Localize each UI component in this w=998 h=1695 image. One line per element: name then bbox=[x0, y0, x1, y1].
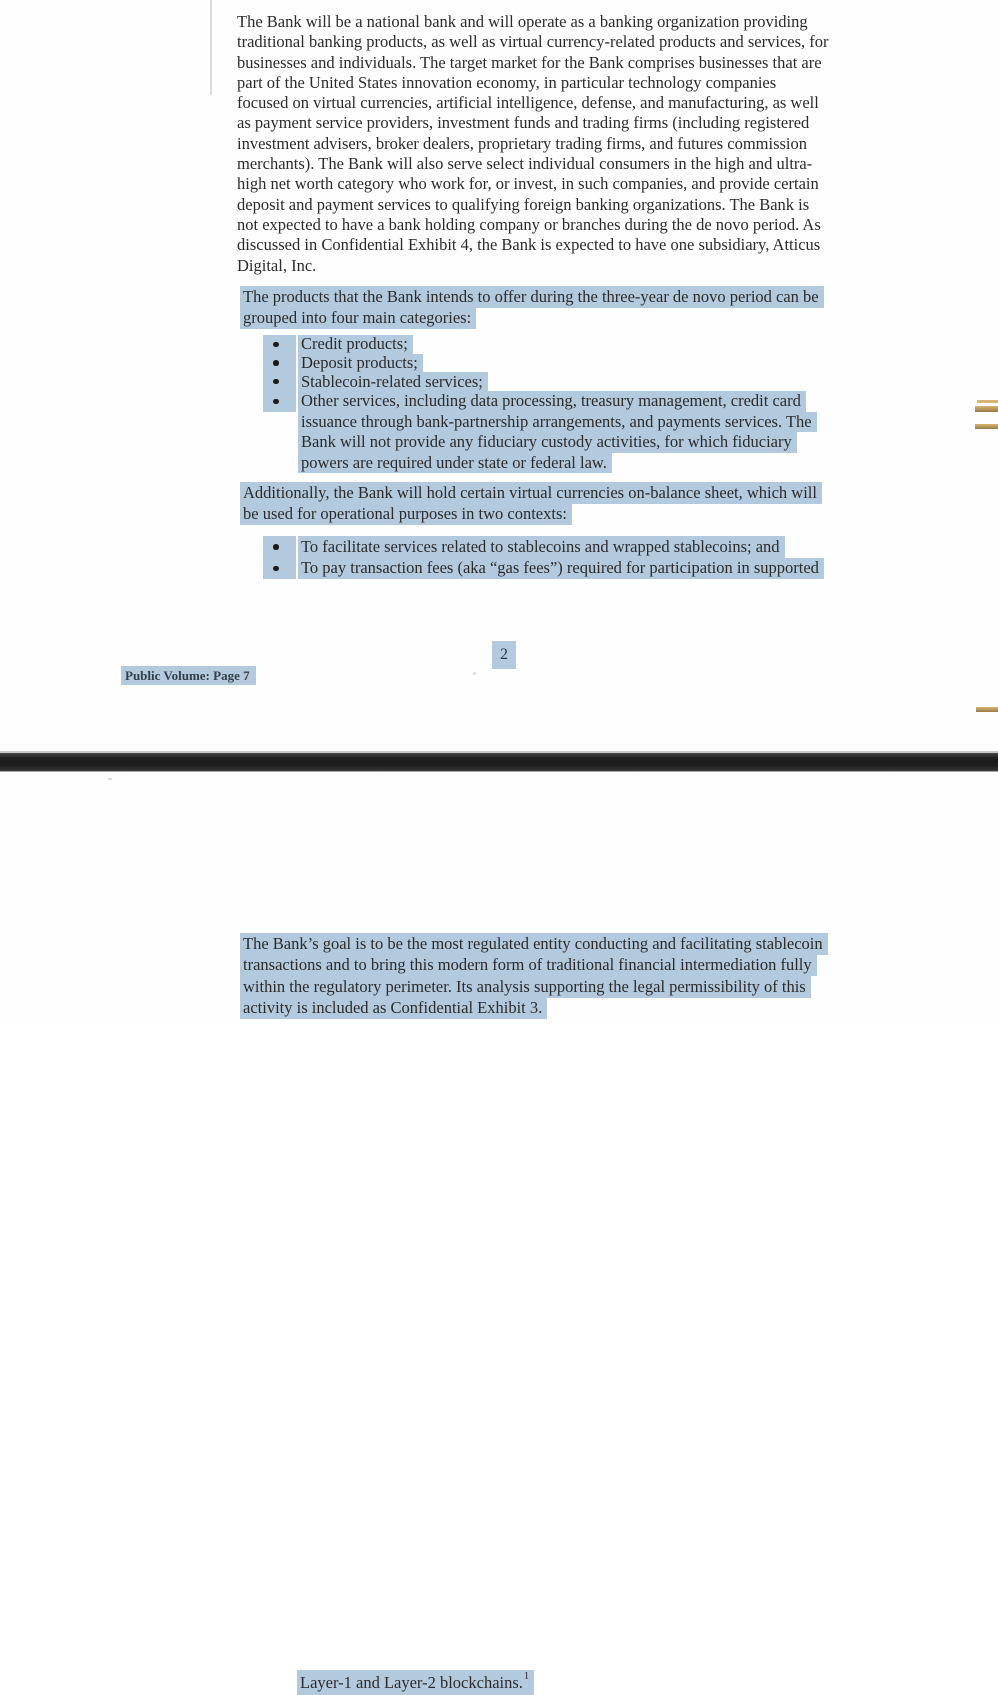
bullet-item bbox=[263, 536, 824, 558]
footer-page-label bbox=[121, 666, 256, 685]
bullet-text: To pay transaction fees (aka “gas fees”) required for participation in supported bbox=[298, 558, 824, 580]
page-separator-bar bbox=[0, 751, 998, 772]
edge-mark bbox=[975, 406, 998, 412]
bullet-item bbox=[263, 558, 824, 580]
paragraph-line: merchants). The Bank will also serve select individual consumers in the high and ultra- bbox=[237, 154, 813, 174]
page-number: 2 bbox=[492, 641, 516, 669]
paragraph-line: deposit and payment services to qualifying foreign banking organizations. The Bank is bbox=[237, 194, 810, 214]
highlighted-line: transactions and to bring this modern form of traditional financial intermediation fully bbox=[240, 955, 817, 977]
bullet-text-continuation bbox=[298, 453, 817, 474]
paragraph-line: businesses and individuals. The target market for the Bank comprises businesses that are bbox=[237, 52, 822, 72]
highlighted-line: The Bank’s goal is to be the most regulated entity conducting and facilitating stablecoin bbox=[240, 933, 828, 955]
highlighted-line: grouped into four main categories: bbox=[240, 308, 476, 330]
paragraph-line: investment advisers, broker dealers, proprietary trading firms, and futures commission bbox=[237, 133, 808, 153]
bullet-dot-icon bbox=[263, 391, 296, 412]
highlighted-line: within the regulatory perimeter. Its analysis supporting the legal permissibility of this bbox=[240, 976, 811, 998]
bullet-dot-icon bbox=[263, 536, 296, 558]
edge-mark bbox=[976, 707, 998, 712]
scan-artifact bbox=[473, 672, 476, 675]
continuation-line bbox=[297, 1670, 534, 1695]
continuation-text: Layer-1 and Layer-2 blockchains. bbox=[300, 1672, 523, 1692]
bullet-dot-icon bbox=[263, 354, 296, 373]
bullet-text: To facilitate services related to stablecoins and wrapped stablecoins; and bbox=[298, 536, 785, 558]
page-1 bbox=[0, 0, 998, 751]
highlighted-line: Additionally, the Bank will hold certain virtual currencies on-balance sheet, which will bbox=[240, 482, 822, 504]
footnote-marker: 1 bbox=[523, 1671, 530, 1682]
paragraph-line: The Bank will be a national bank and will operate as a banking organization providing bbox=[237, 12, 808, 31]
footer-page-label-text: Public Volume: Page 7 bbox=[121, 666, 256, 685]
paragraph-line: part of the United States innovation economy, in particular technology companies bbox=[237, 72, 777, 92]
bullet-text: Stablecoin-related services; bbox=[298, 372, 488, 391]
paragraph-line: traditional banking products, as well as virtual currency-related products and services, for bbox=[237, 32, 829, 52]
bullet-item bbox=[263, 335, 817, 354]
paragraph-line: not expected to have a bank holding company or branches during the de novo period. As bbox=[237, 214, 821, 234]
paragraph-line: focused on virtual currencies, artificial intelligence, defense, and manufacturing, as well bbox=[237, 93, 819, 113]
highlighted-line: The products that the Bank intends to offer during the three-year de novo period can be bbox=[240, 286, 824, 308]
bullet-item bbox=[263, 391, 817, 412]
highlighted-line: issuance through bank-partnership arrangements, and payments services. The bbox=[298, 412, 817, 433]
paragraph-line: as payment service providers, investment funds and trading firms (including registered bbox=[237, 113, 810, 133]
paragraph-line: discussed in Confidential Exhibit 4, the Bank is expected to have one subsidiary, Atticus bbox=[237, 235, 821, 255]
page-edge-line bbox=[210, 0, 212, 95]
bullet-text-continuation bbox=[298, 432, 817, 453]
paragraph-line: Digital, Inc. bbox=[237, 255, 317, 275]
bullet-dot-icon bbox=[263, 372, 296, 391]
bullet-text: Credit products; bbox=[298, 335, 413, 354]
page-2 bbox=[0, 772, 998, 1692]
intro-paragraph bbox=[237, 12, 829, 276]
highlighted-line: be used for operational purposes in two contexts: bbox=[240, 504, 572, 526]
bullet-item bbox=[263, 372, 817, 391]
goal-paragraph-highlighted bbox=[240, 933, 828, 1019]
highlighted-line: powers are required under state or federal law. bbox=[298, 453, 612, 474]
bullet-text-continuation bbox=[298, 412, 817, 433]
highlighted-line: activity is included as Confidential Exhibit 3. bbox=[240, 998, 547, 1020]
bullet-dot-icon bbox=[263, 335, 296, 354]
paragraph-line: high net worth category who work for, or invest, in such companies, and provide certain bbox=[237, 174, 819, 194]
product-categories-bullet-list bbox=[263, 335, 817, 473]
bullet-item bbox=[263, 354, 817, 373]
highlighted-line: Bank will not provide any fiduciary custody activities, for which fiduciary bbox=[298, 432, 797, 453]
bullet-dot-icon bbox=[263, 558, 296, 580]
edge-mark bbox=[975, 424, 998, 429]
highlighted-line bbox=[297, 1670, 534, 1695]
bullet-text: Other services, including data processing, treasury management, credit card bbox=[298, 391, 806, 412]
products-paragraph-highlighted bbox=[240, 286, 824, 329]
bullet-text: Deposit products; bbox=[298, 354, 423, 373]
additionally-paragraph-highlighted bbox=[240, 482, 822, 525]
edge-mark bbox=[977, 400, 998, 403]
contexts-bullet-list bbox=[263, 536, 824, 579]
